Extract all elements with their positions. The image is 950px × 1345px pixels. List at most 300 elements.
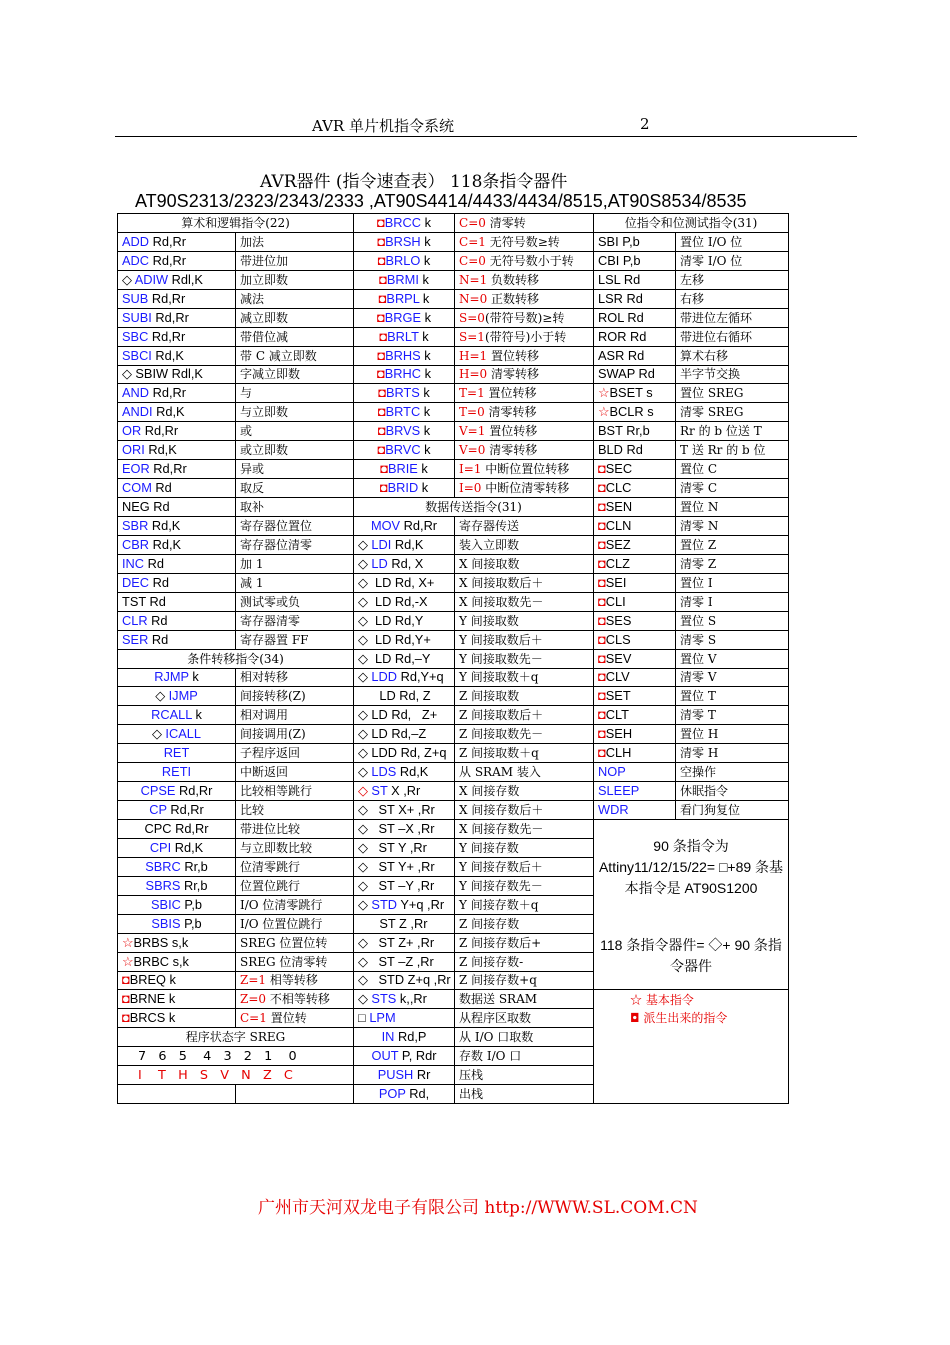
desc-cell bbox=[455, 327, 594, 346]
col1-instr-args: Rd,Rr bbox=[141, 423, 179, 439]
instr-desc: 寄存器位清零 bbox=[240, 537, 313, 552]
instr-cell bbox=[594, 744, 676, 763]
bit-instr: SEV bbox=[605, 650, 632, 666]
note-118-instructions bbox=[594, 933, 789, 990]
table-row bbox=[118, 479, 789, 498]
desc-cell bbox=[236, 498, 354, 517]
legend-derived bbox=[594, 1009, 789, 1028]
instr-desc: 清零 H bbox=[680, 746, 719, 761]
marker: ◘ bbox=[598, 631, 606, 647]
instr-desc: 置位 S bbox=[680, 613, 717, 628]
instr-cell bbox=[118, 630, 236, 649]
desc-cell bbox=[455, 838, 594, 857]
instr-desc: 位清零跳行 bbox=[240, 859, 301, 874]
table-row bbox=[118, 801, 789, 820]
instr-cell bbox=[118, 801, 236, 820]
branch-desc: 负数转移 bbox=[487, 272, 540, 287]
marker: ◘ bbox=[598, 517, 606, 533]
instr-desc: Z 间接取数先－ bbox=[459, 727, 544, 742]
instr-cell bbox=[354, 289, 455, 308]
instr-desc: 加 1 bbox=[240, 556, 264, 571]
bit-instr: BSET s bbox=[609, 385, 653, 401]
instr-desc: 字减立即数 bbox=[240, 367, 301, 382]
instr-cell bbox=[118, 422, 236, 441]
branch-desc: 相等转移 bbox=[266, 973, 318, 988]
col1b-instr-opcode: RJMP bbox=[154, 669, 189, 685]
col2b-instr-args: X ,Rr bbox=[387, 783, 421, 799]
col1b-instr-opcode: SBIS bbox=[151, 915, 181, 931]
instr-cell bbox=[354, 971, 455, 990]
col2b-instr-prefix: ◇ bbox=[358, 896, 372, 912]
instr-cell bbox=[118, 573, 236, 592]
desc-cell bbox=[455, 933, 594, 952]
instr-cell bbox=[118, 895, 236, 914]
table-row bbox=[118, 232, 789, 251]
desc-cell bbox=[455, 1085, 594, 1104]
instr-cell bbox=[354, 744, 455, 763]
legend-basic bbox=[594, 990, 789, 1009]
instr-desc: 相对调用 bbox=[240, 708, 289, 723]
derived-marker: ◘ bbox=[377, 423, 386, 439]
marker: ◘ bbox=[598, 499, 606, 515]
col2b-instr-opcode: LD bbox=[371, 555, 388, 571]
col1-instr-args: Rd,K bbox=[151, 347, 184, 363]
desc-cell bbox=[455, 270, 594, 289]
col1-instr-args: Rd bbox=[149, 574, 169, 590]
instr-cell bbox=[354, 251, 455, 270]
instr-cell bbox=[354, 1028, 455, 1047]
instr-cell bbox=[354, 630, 455, 649]
instr-desc: 从程序区取数 bbox=[459, 1011, 532, 1026]
desc-cell bbox=[676, 422, 789, 441]
col1b-instr-opcode: RCALL bbox=[151, 707, 192, 723]
desc-cell bbox=[455, 460, 594, 479]
instr-desc: 清零 C bbox=[680, 481, 718, 496]
branch-args: k bbox=[418, 271, 429, 287]
branch-instr: BREQ k bbox=[129, 972, 176, 988]
instr-cell bbox=[594, 535, 676, 554]
col1-instr-args: Rd,Rr bbox=[149, 385, 187, 401]
col2b-instr-prefix: ◇ bbox=[358, 783, 372, 799]
instr-desc: Z 间接存数后+ bbox=[459, 935, 542, 950]
derived-marker: ◘ bbox=[378, 385, 386, 401]
desc-cell bbox=[455, 782, 594, 801]
desc-cell bbox=[676, 801, 789, 820]
table-row bbox=[118, 611, 789, 630]
branch-args: k bbox=[417, 461, 428, 477]
bit-instr: SEC bbox=[605, 461, 633, 477]
table-row bbox=[118, 535, 789, 554]
instr-cell bbox=[354, 952, 455, 971]
instr-cell bbox=[594, 308, 676, 327]
table-row bbox=[118, 1028, 789, 1047]
desc-cell bbox=[455, 592, 594, 611]
col2b-instr-opcode: STD bbox=[371, 896, 398, 912]
instr-desc: 间接调用(Z) bbox=[240, 727, 306, 742]
branch-instr: BRCS k bbox=[129, 1010, 176, 1026]
instr-cell bbox=[118, 460, 236, 479]
table-row bbox=[118, 687, 789, 706]
desc-cell bbox=[236, 289, 354, 308]
section-transfer: 数据传送指令(31) bbox=[425, 500, 522, 515]
branch-cond: I=1 bbox=[459, 462, 482, 477]
instr-cell bbox=[354, 820, 455, 839]
desc-cell bbox=[455, 384, 594, 403]
col1-instr-opcode: SER bbox=[122, 631, 149, 647]
branch-desc: 清零转移 bbox=[484, 405, 537, 420]
col1b-instr-opcode: SBRC bbox=[145, 858, 181, 874]
branch-cond: Z=1 bbox=[240, 973, 267, 988]
branch-desc: 清零转移 bbox=[485, 443, 538, 458]
instr-cell bbox=[118, 820, 236, 839]
instr-cell bbox=[118, 270, 236, 289]
col1b-instr-args: P,b bbox=[180, 915, 202, 931]
instr-desc: 置位 C bbox=[680, 462, 718, 477]
bit-instr: BCLR s bbox=[609, 404, 654, 420]
col2b-instr-prefix: ◇ ST Z+ ,Rr bbox=[358, 934, 435, 950]
branch-opcode: BRVC bbox=[385, 442, 421, 458]
branch-marker: ◘ bbox=[122, 991, 130, 1007]
instr-desc: 带进位左循环 bbox=[680, 310, 753, 325]
desc-cell bbox=[236, 403, 354, 422]
instr-desc: I/O 位置位跳行 bbox=[240, 916, 323, 931]
instr-desc: Y 间接取数先－ bbox=[459, 651, 543, 666]
table-row bbox=[118, 820, 789, 839]
instr-desc: 清零 V bbox=[680, 670, 717, 685]
col2b-instr-prefix: ◇ bbox=[358, 555, 372, 571]
instr-desc: 取补 bbox=[240, 500, 265, 515]
instr-cell bbox=[354, 1066, 455, 1085]
instr-desc: 带进位右循环 bbox=[680, 329, 753, 344]
instr-desc: 相对转移 bbox=[240, 670, 289, 685]
col1-instr-opcode: SBC bbox=[122, 328, 149, 344]
empty-cell bbox=[118, 1085, 236, 1104]
instr-cell bbox=[354, 232, 455, 251]
col1b-instr-args: Rd,Rr bbox=[166, 802, 204, 818]
col2b-instr-prefix: ◇ ST Y+ ,Rr bbox=[358, 858, 435, 874]
col1-instr-opcode: SUBI bbox=[122, 309, 152, 325]
instr-cell bbox=[118, 971, 236, 990]
desc-cell bbox=[236, 611, 354, 630]
instr-desc: Z 间接取数后＋ bbox=[459, 708, 544, 723]
branch-opcode: BRTC bbox=[385, 404, 421, 420]
derived-marker: ◘ bbox=[378, 290, 387, 306]
table-row bbox=[118, 744, 789, 763]
table-row bbox=[118, 270, 789, 289]
desc-cell bbox=[455, 479, 594, 498]
instr-desc: 带进位加 bbox=[240, 253, 289, 268]
instr-cell bbox=[354, 725, 455, 744]
table-row bbox=[118, 1009, 789, 1028]
instr-desc: 带 C 减立即数 bbox=[240, 348, 317, 363]
instr-cell bbox=[594, 554, 676, 573]
instr-desc: 置位 N bbox=[680, 500, 719, 515]
instr-desc: Rr 的 b 位送 T bbox=[680, 424, 762, 439]
sreg-bit-numbers: 7 6 5 4 3 2 1 0 bbox=[138, 1048, 297, 1064]
desc-cell bbox=[676, 479, 789, 498]
instr-cell bbox=[354, 308, 455, 327]
desc-cell bbox=[455, 1066, 594, 1085]
col2b-instr-prefix: LD Rd, Z bbox=[358, 688, 431, 704]
instr-desc: 带进位比较 bbox=[240, 821, 301, 836]
table-row bbox=[118, 327, 789, 346]
instr-desc: Z 间接取数＋q bbox=[459, 746, 539, 761]
desc-cell bbox=[676, 782, 789, 801]
bit-instr: SET bbox=[605, 688, 631, 704]
desc-cell bbox=[455, 914, 594, 933]
bit-instr: SES bbox=[605, 612, 632, 628]
instr-cell bbox=[594, 441, 676, 460]
desc-cell bbox=[676, 498, 789, 517]
branch-desc: 无符号数小于转 bbox=[485, 253, 574, 268]
branch-opcode: BRGE bbox=[384, 309, 422, 325]
instr-desc: Z 间接存数+q bbox=[459, 973, 537, 988]
instr-cell bbox=[354, 782, 455, 801]
desc-cell bbox=[455, 251, 594, 270]
desc-cell bbox=[236, 914, 354, 933]
branch-cond: C=1 bbox=[240, 1011, 267, 1026]
instr-cell bbox=[594, 422, 676, 441]
branch-opcode: BRPL bbox=[386, 290, 420, 306]
branch-desc: 置位转移 bbox=[487, 348, 539, 363]
desc-cell bbox=[455, 1009, 594, 1028]
instr-cell bbox=[594, 668, 676, 687]
instr-desc: 清零 Z bbox=[680, 556, 717, 571]
instr-cell bbox=[354, 460, 455, 479]
col1-instr-opcode: SBCI bbox=[122, 347, 152, 363]
col1-instr-args: Rd,K bbox=[149, 536, 182, 552]
desc-cell bbox=[236, 990, 354, 1009]
col1-instr-args: Rd bbox=[148, 631, 169, 647]
instr-desc: Z 间接存数- bbox=[459, 954, 524, 969]
instr-desc: 看门狗复位 bbox=[680, 803, 741, 818]
bit-instr: CLN bbox=[605, 517, 632, 533]
instr-cell bbox=[354, 422, 455, 441]
instr-cell bbox=[354, 1047, 455, 1066]
branch-marker: ◘ bbox=[122, 1010, 130, 1026]
col1b-instr-opcode: CP bbox=[149, 802, 167, 818]
empty-cell bbox=[236, 1085, 354, 1104]
instr-cell bbox=[118, 876, 236, 895]
marker: ◘ bbox=[598, 536, 606, 552]
branch-opcode: BRHS bbox=[385, 347, 421, 363]
bit-instr: CLZ bbox=[605, 555, 630, 571]
table-row bbox=[118, 384, 789, 403]
instr-desc: 空操作 bbox=[680, 765, 717, 780]
instr-cell bbox=[118, 365, 236, 384]
derived-marker: ◘ bbox=[379, 328, 388, 344]
section-header-branch bbox=[118, 649, 354, 668]
instr-cell bbox=[594, 365, 676, 384]
derived-marker: ◘ bbox=[377, 442, 386, 458]
instr-desc: 寄存器置 FF bbox=[240, 632, 309, 647]
table-row bbox=[118, 933, 789, 952]
col1b-instr-prefix: CPC Rd,Rr bbox=[144, 820, 209, 836]
col2b-instr-opcode: STS bbox=[371, 991, 397, 1007]
instr-cell bbox=[118, 952, 236, 971]
col1b-instr-opcode: RETI bbox=[161, 764, 192, 780]
instr-cell bbox=[118, 346, 236, 365]
derived-marker: ◘ bbox=[377, 347, 386, 363]
desc-cell bbox=[236, 763, 354, 782]
branch-opcode: BRHC bbox=[384, 366, 422, 382]
table-row bbox=[118, 403, 789, 422]
desc-cell bbox=[236, 422, 354, 441]
page-number: 2 bbox=[640, 115, 650, 133]
instr-desc: 比较相等跳行 bbox=[240, 784, 313, 799]
col1b-instr-args: k bbox=[191, 707, 202, 723]
instr-cell bbox=[594, 327, 676, 346]
desc-cell bbox=[455, 554, 594, 573]
branch-desc: 正数转移 bbox=[487, 291, 540, 306]
table-row bbox=[118, 365, 789, 384]
desc-cell bbox=[676, 554, 789, 573]
instr-cell bbox=[354, 403, 455, 422]
instr-desc: 清零 T bbox=[680, 708, 716, 723]
instr-cell bbox=[118, 990, 236, 1009]
instr-desc: 休眠指令 bbox=[680, 784, 729, 799]
branch-cond: N=0 bbox=[459, 291, 488, 306]
desc-cell bbox=[676, 460, 789, 479]
instr-cell bbox=[118, 782, 236, 801]
instr-desc: 减立即数 bbox=[240, 310, 289, 325]
bit-instr: CLC bbox=[605, 480, 632, 496]
table-row bbox=[118, 706, 789, 725]
legend-derived: ◘ 派生出来的指令 bbox=[630, 1011, 728, 1026]
instr-cell bbox=[354, 592, 455, 611]
instr-cell bbox=[594, 801, 676, 820]
col1-instr-prefix: ◇ SBIW Rdl,K bbox=[122, 366, 203, 382]
instr-desc: 置位 Z bbox=[680, 537, 717, 552]
desc-cell bbox=[676, 232, 789, 251]
desc-cell bbox=[676, 346, 789, 365]
instr-cell bbox=[594, 630, 676, 649]
instr-desc: X 间接取数先－ bbox=[459, 594, 544, 609]
table-row bbox=[118, 763, 789, 782]
col1b-instr-args: k bbox=[188, 669, 199, 685]
instr-cell bbox=[118, 668, 236, 687]
sreg-flag-names: I T H S V N Z C bbox=[138, 1067, 293, 1083]
col1-instr-args: Rd,Rr bbox=[148, 290, 186, 306]
col1-instr-opcode: ORI bbox=[122, 442, 145, 458]
col2b-instr-prefix: ◇ LD Rd,–Z bbox=[358, 726, 427, 742]
empty-cell bbox=[594, 914, 789, 933]
derived-marker: ◘ bbox=[379, 271, 387, 287]
col1-instr-prefix: TST Rd bbox=[122, 593, 166, 609]
marker: ◘ bbox=[598, 612, 606, 628]
branch-marker: ◘ bbox=[122, 972, 130, 988]
desc-cell bbox=[676, 289, 789, 308]
col2b-instr-prefix: ◇ LD Rd, X+ bbox=[358, 574, 435, 590]
section-header-arith bbox=[118, 214, 354, 233]
marker: ◘ bbox=[598, 726, 606, 742]
col1-instr-opcode: SBR bbox=[122, 517, 149, 533]
bit-instr: ROL Rd bbox=[598, 309, 644, 325]
instr-cell bbox=[354, 801, 455, 820]
desc-cell bbox=[455, 346, 594, 365]
instr-cell bbox=[594, 517, 676, 536]
section-header-transfer bbox=[354, 498, 594, 517]
col1-instr-args: Rd,Rr bbox=[148, 328, 186, 344]
section-arith: 算术和逻辑指令(22) bbox=[181, 215, 290, 230]
instr-cell bbox=[354, 611, 455, 630]
desc-cell bbox=[236, 232, 354, 251]
instr-cell bbox=[594, 649, 676, 668]
col2b-instr-prefix: ◇ LD Rd,-X bbox=[358, 593, 428, 609]
instr-cell bbox=[594, 763, 676, 782]
desc-cell bbox=[455, 668, 594, 687]
table-row bbox=[118, 498, 789, 517]
col2b-instr-args: Rd, bbox=[405, 1086, 430, 1102]
branch-cond: V=1 bbox=[459, 424, 486, 439]
desc-cell bbox=[236, 346, 354, 365]
col1-instr-opcode: COM bbox=[122, 480, 152, 496]
branch-desc: 中断位清零转移 bbox=[481, 481, 570, 496]
branch-cond: C=1 bbox=[459, 234, 486, 249]
instr-cell bbox=[354, 763, 455, 782]
branch-args: k bbox=[420, 252, 431, 268]
col2b-instr-opcode: LDS bbox=[371, 764, 397, 780]
branch-args: k bbox=[420, 423, 431, 439]
desc-cell bbox=[455, 820, 594, 839]
table-row bbox=[118, 460, 789, 479]
instr-cell bbox=[118, 744, 236, 763]
col1-instr-args: Rdl,K bbox=[168, 271, 203, 287]
instr-cell bbox=[354, 270, 455, 289]
col1b-instr-args: P,b bbox=[180, 896, 202, 912]
desc-cell bbox=[236, 270, 354, 289]
desc-cell bbox=[236, 857, 354, 876]
col2b-instr-args: Rd,P bbox=[394, 1029, 427, 1045]
branch-instr: BRBS s,k bbox=[133, 934, 189, 950]
instr-cell bbox=[594, 384, 676, 403]
branch-args: k bbox=[420, 347, 431, 363]
branch-args: k bbox=[420, 442, 431, 458]
instr-cell bbox=[354, 876, 455, 895]
desc-cell bbox=[455, 706, 594, 725]
col1-instr-args: Rd bbox=[151, 480, 172, 496]
section-header-sreg bbox=[118, 1028, 354, 1047]
instr-desc: 清零 N bbox=[680, 518, 719, 533]
col2b-instr-prefix: ◇ bbox=[358, 669, 372, 685]
branch-cond: C=0 bbox=[459, 215, 486, 230]
instr-desc: 减 1 bbox=[240, 575, 264, 590]
branch-instr: BRBC s,k bbox=[133, 953, 189, 969]
desc-cell bbox=[676, 725, 789, 744]
desc-cell bbox=[455, 365, 594, 384]
derived-marker: ◘ bbox=[380, 461, 388, 477]
derived-marker: ◘ bbox=[377, 366, 385, 382]
marker: ◘ bbox=[598, 593, 606, 609]
desc-cell bbox=[236, 895, 354, 914]
instr-desc: 从 I/O 口取数 bbox=[459, 1030, 534, 1045]
instr-desc: 加法 bbox=[240, 234, 265, 249]
col2b-instr-opcode: IN bbox=[381, 1029, 395, 1045]
instr-cell bbox=[118, 706, 236, 725]
instr-desc: 算术右移 bbox=[680, 348, 729, 363]
col1-instr-args: Rd,Rr bbox=[149, 233, 187, 249]
instr-cell bbox=[118, 441, 236, 460]
desc-cell bbox=[236, 668, 354, 687]
instr-cell bbox=[118, 384, 236, 403]
instr-cell bbox=[118, 498, 236, 517]
table-row bbox=[118, 251, 789, 270]
col2b-instr-prefix: □ bbox=[358, 1010, 370, 1026]
col1-instr-args: Rd bbox=[147, 612, 168, 628]
desc-cell bbox=[236, 687, 354, 706]
instr-desc: X 间接存数先－ bbox=[459, 821, 544, 836]
instr-desc: X 间接存数 bbox=[459, 784, 520, 799]
